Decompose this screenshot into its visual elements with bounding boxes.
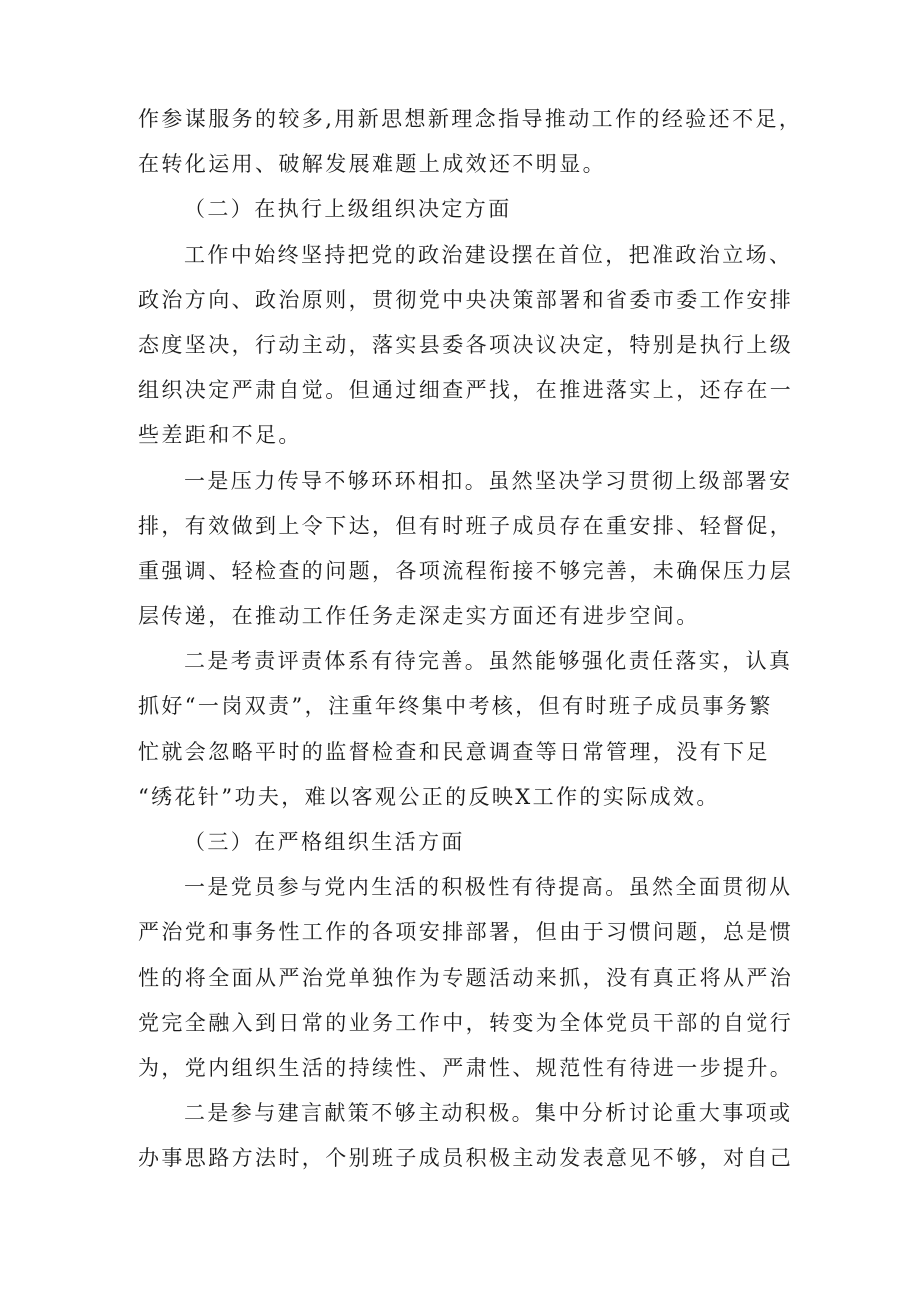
paragraph-line: 一是压力传导不够环环相扣。虽然坚决学习贯彻上级部署安: [184, 468, 793, 493]
paragraph-line: 严治党和事务性工作的各项安排部署，但由于习惯问题，总是惯: [138, 920, 794, 945]
paragraph-line: 组织决定严肃自觉。但通过细查严找，在推进落实上，还存在一: [138, 378, 794, 403]
paragraph-line: 工作中始终坚持把党的政治建设摆在首位，把准政治立场、: [184, 242, 793, 267]
paragraph-line: “绣花针”功夫，难以客观公正的反映X工作的实际成效。: [138, 784, 720, 809]
paragraph-line: 为，党内组织生活的持续性、严肃性、规范性有待进一步提升。: [138, 1055, 794, 1080]
paragraph-line: 党完全融入到日常的业务工作中，转变为全体党员干部的自觉行: [138, 1010, 794, 1035]
paragraph-line: 二是考责评责体系有待完善。虽然能够强化责任落实，认真: [184, 649, 793, 674]
paragraph-line: 抓好“一岗双责”，注重年终集中考核，但有时班子成员事务繁: [138, 694, 773, 719]
paragraph-line: 二是参与建言献策不够主动积极。集中分析讨论重大事项或: [184, 1101, 793, 1126]
paragraph-line: 重强调、轻检查的问题，各项流程衔接不够完善，未确保压力层: [138, 558, 794, 583]
paragraph-line: 些差距和不足。: [138, 423, 302, 448]
paragraph-line: 一是党员参与党内生活的积极性有待提高。虽然全面贯彻从: [184, 875, 793, 900]
paragraph-line: 层传递，在推动工作任务走深走实方面还有进步空间。: [138, 604, 700, 629]
paragraph-line: 排，有效做到上令下达，但有时班子成员存在重安排、轻督促，: [138, 513, 794, 538]
paragraph-line: 作参谋服务的较多,用新思想新理念指导推动工作的经验还不足，: [138, 107, 803, 131]
paragraph-line: 在转化运用、破解发展难题上成效还不明显。: [138, 152, 606, 177]
document-body: [138, 100, 808, 1185]
paragraph-line: 政治方向、政治原则，贯彻党中央决策部署和省委市委工作安排: [138, 287, 794, 312]
paragraph-line: 办事思路方法时，个别班子成员积极主动发表意见不够，对自己: [138, 1146, 794, 1171]
section-heading: （二）在执行上级组织决定方面: [184, 197, 512, 222]
paragraph-line: 态度坚决，行动主动，落实县委各项决议决定，特别是执行上级: [138, 332, 794, 357]
paragraph-line: 忙就会忽略平时的监督检查和民意调查等日常管理，没有下足: [138, 739, 770, 764]
section-heading: （三）在严格组织生活方面: [184, 830, 465, 854]
paragraph-line: 性的将全面从严治党单独作为专题活动来抓，没有真正将从严治: [138, 965, 794, 990]
